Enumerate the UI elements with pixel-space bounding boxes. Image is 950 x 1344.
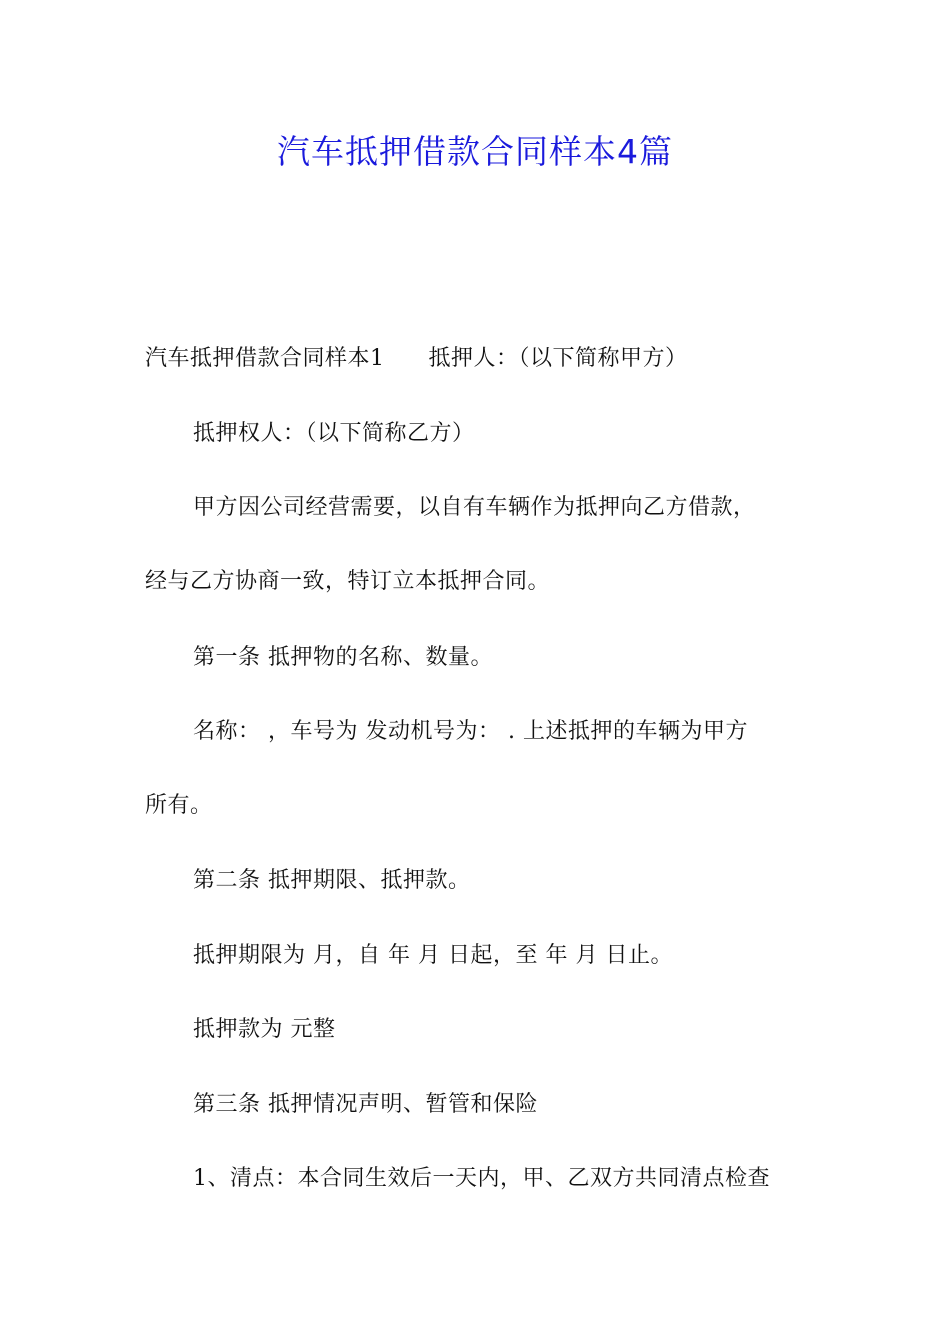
paragraph-line-2: 抵押权人：（以下简称乙方）: [193, 421, 475, 446]
section-heading: 汽车抵押借款合同样本1: [145, 346, 385, 371]
paragraph-line-10: 抵押款为 元整: [193, 1017, 336, 1042]
paragraph-line-8: 第二条 抵押期限、抵押款。: [193, 868, 471, 893]
paragraph-line-6: 名称： ，车号为 发动机号为： . 上述抵押的车辆为甲方: [193, 719, 748, 744]
paragraph-line-1: [145, 343, 688, 375]
paragraph-line-12: 1、清点：本合同生效后一天内，甲、乙双方共同清点检查: [193, 1166, 770, 1191]
paragraph-line-4: 经与乙方协商一致，特订立本抵押合同。: [145, 569, 551, 594]
paragraph-line-9: 抵押期限为 月，自 年 月 日起，至 年 月 日止。: [193, 943, 673, 968]
paragraph-line-3: 甲方因公司经营需要，以自有车辆作为抵押向乙方借款，: [193, 495, 756, 520]
mortgagor-label: 抵押人：（以下简称甲方）: [428, 346, 688, 371]
document-title: 汽车抵押借款合同样本4篇: [277, 132, 673, 171]
paragraph-line-11: 第三条 抵押情况声明、暂管和保险: [193, 1092, 538, 1117]
paragraph-line-7: 所有。: [145, 793, 213, 818]
paragraph-line-5: 第一条 抵押物的名称、数量。: [193, 645, 493, 670]
